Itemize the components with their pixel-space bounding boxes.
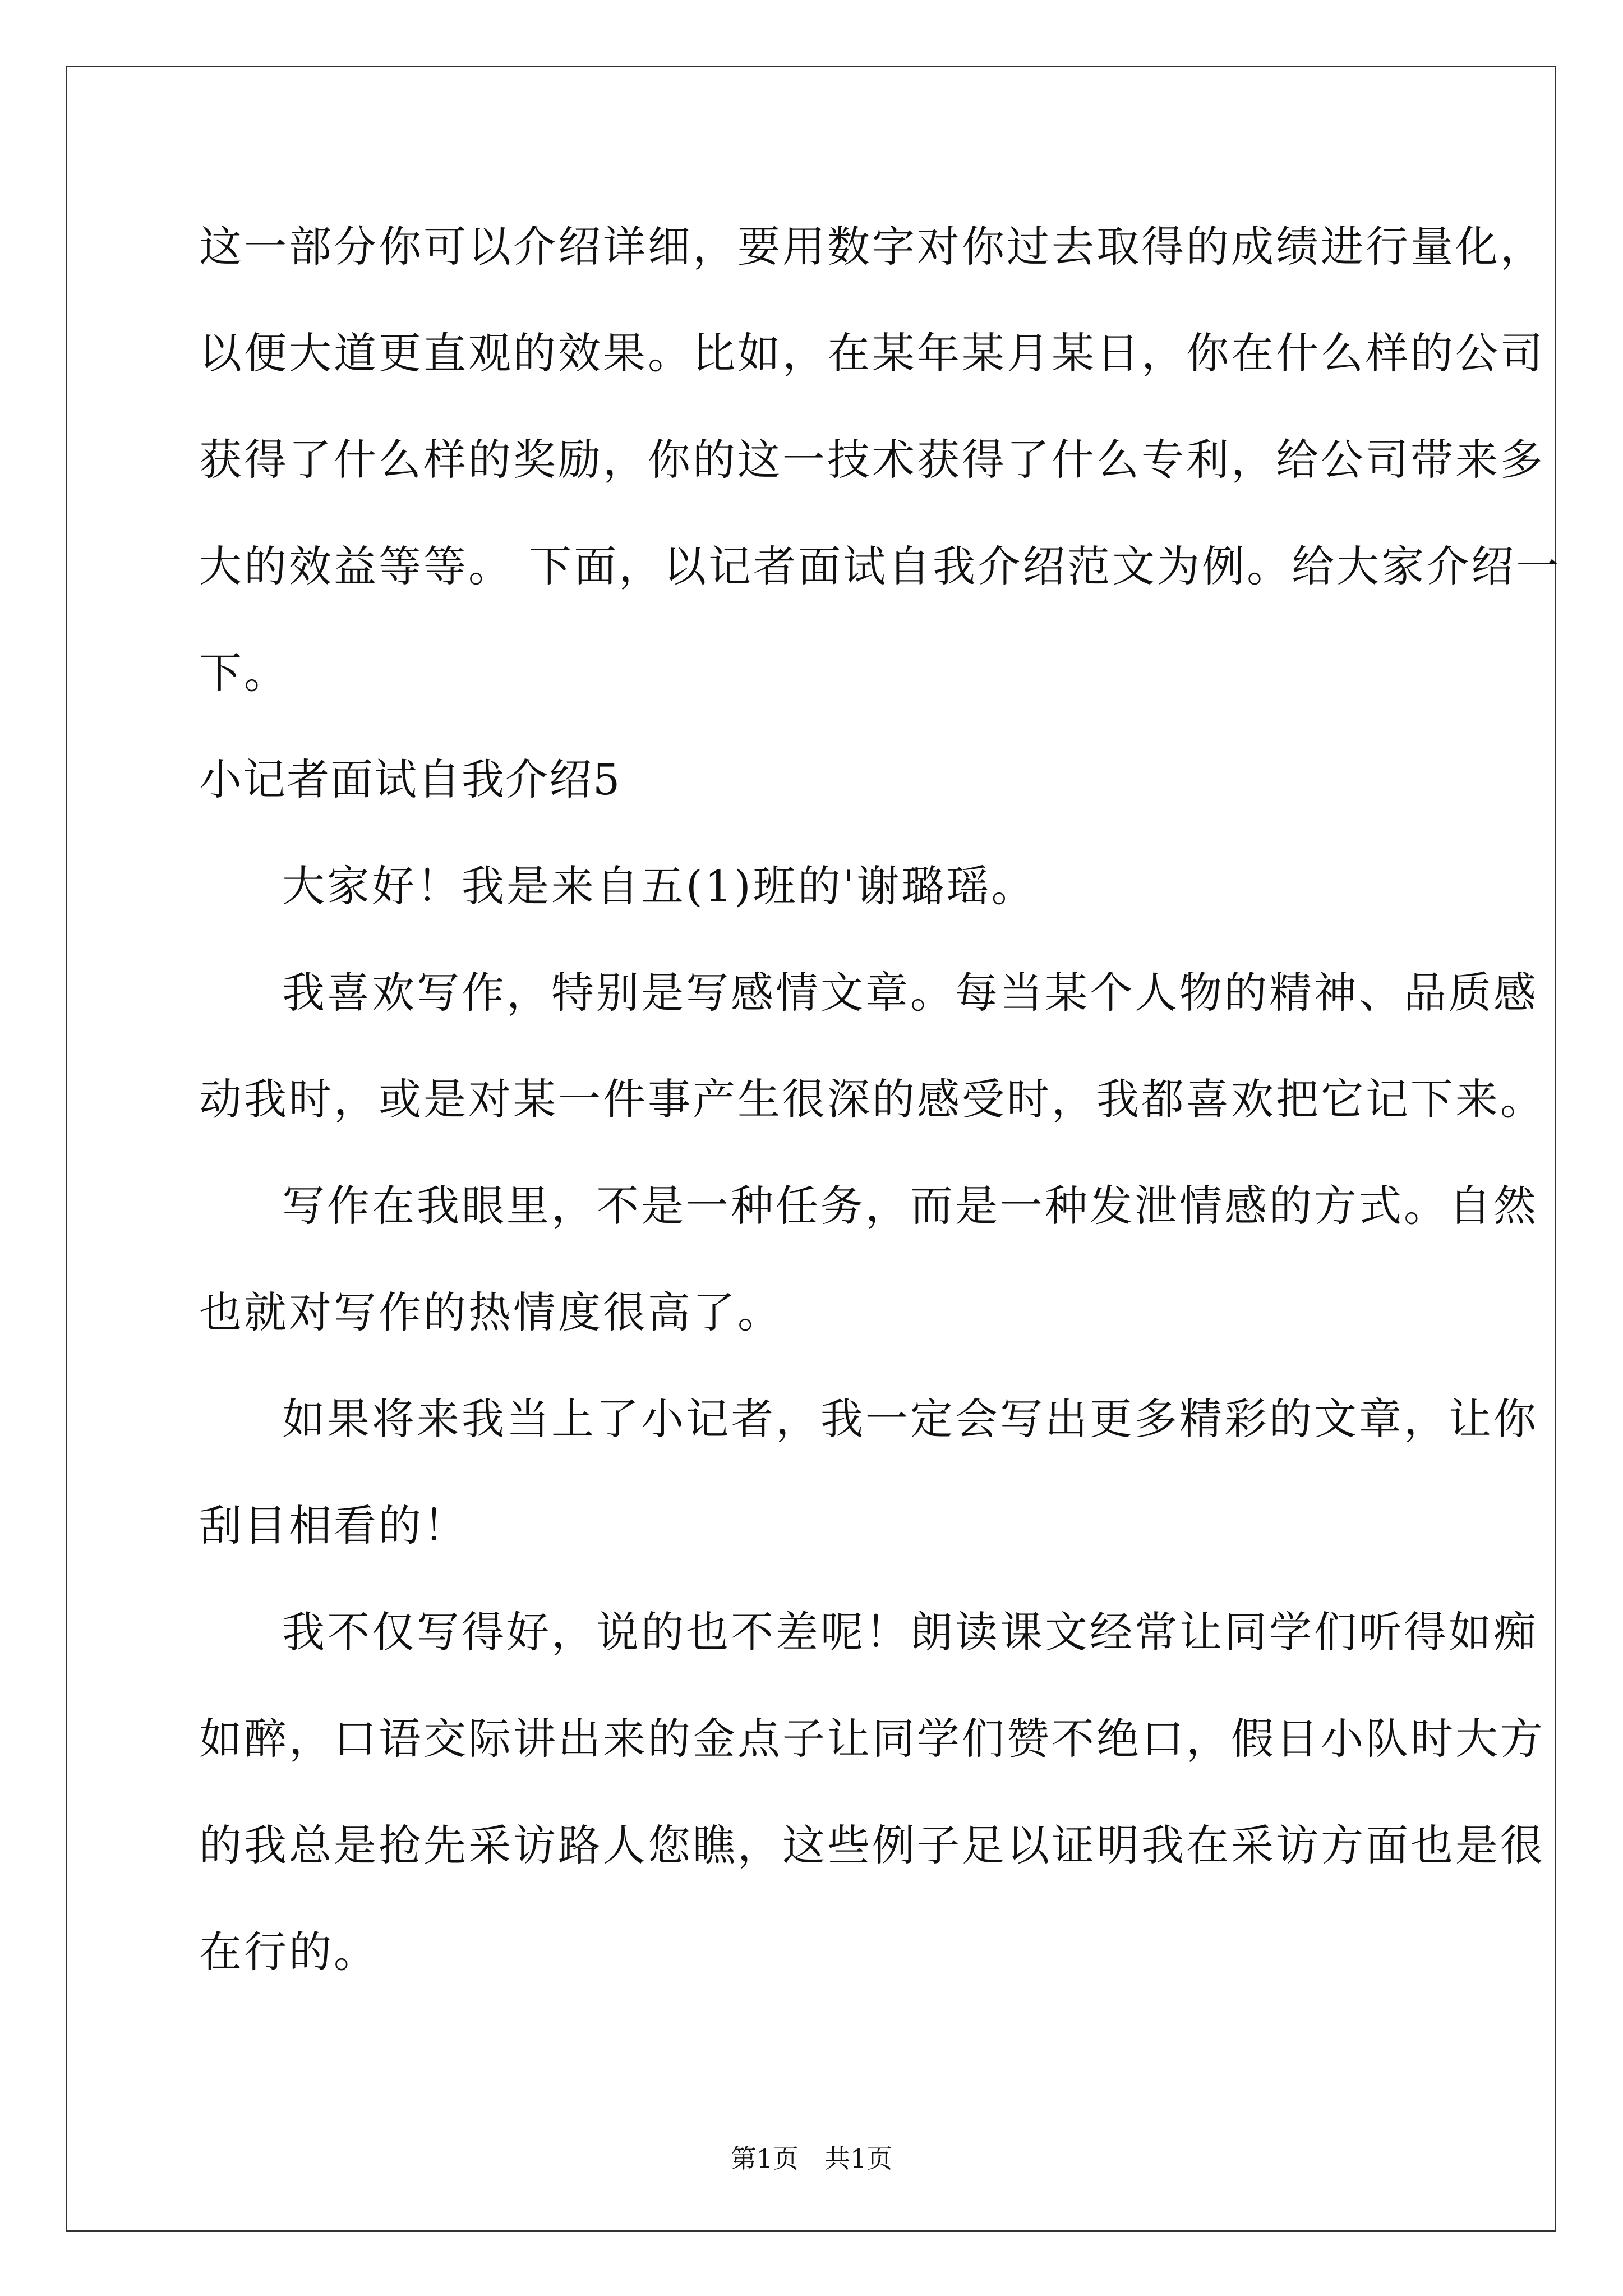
text-line: 以便大道更直观的效果。比如，在某年某月某日，你在什么样的公司 (199, 328, 1545, 378)
text-line: 也就对写作的热情度很高了。 (199, 1287, 782, 1337)
text-line: 大家好！我是来自五(1)班的'谢璐瑶。 (282, 861, 1036, 911)
section-heading: 小记者面试自我介绍5 (199, 754, 621, 804)
text-line: 这一部分你可以介绍详细，要用数字对你过去取得的成绩进行量化， (199, 222, 1545, 272)
text-line: 如醉，口语交际讲出来的金点子让同学们赞不绝口，假日小队时大方 (199, 1714, 1545, 1764)
text-line: 获得了什么样的奖励，你的这一技术获得了什么专利，给公司带来多 (199, 435, 1545, 485)
document-body (199, 194, 1561, 2005)
text-line: 我喜欢写作，特别是写感情文章。每当某个人物的精神、品质感 (282, 968, 1538, 1018)
page-footer: 第1页 共1页 (730, 2143, 893, 2174)
text-line: 大的效益等等。 下面，以记者面试自我介绍范文为例。给大家介绍一 (199, 541, 1561, 591)
text-line: 在行的。 (199, 1927, 379, 1977)
text-line: 刮目相看的！ (199, 1501, 468, 1550)
text-line: 的我总是抢先采访路人您瞧，这些例子足以证明我在采访方面也是很 (199, 1820, 1545, 1870)
text-line: 写作在我眼里，不是一种任务，而是一种发泄情感的方式。自然 (282, 1181, 1538, 1231)
text-line: 下。 (199, 648, 289, 698)
text-line: 动我时，或是对某一件事产生很深的感受时，我都喜欢把它记下来。 (199, 1074, 1545, 1124)
text-line: 如果将来我当上了小记者，我一定会写出更多精彩的文章，让你 (282, 1394, 1538, 1444)
text-line: 我不仅写得好，说的也不差呢！朗读课文经常让同学们听得如痴 (282, 1607, 1538, 1657)
